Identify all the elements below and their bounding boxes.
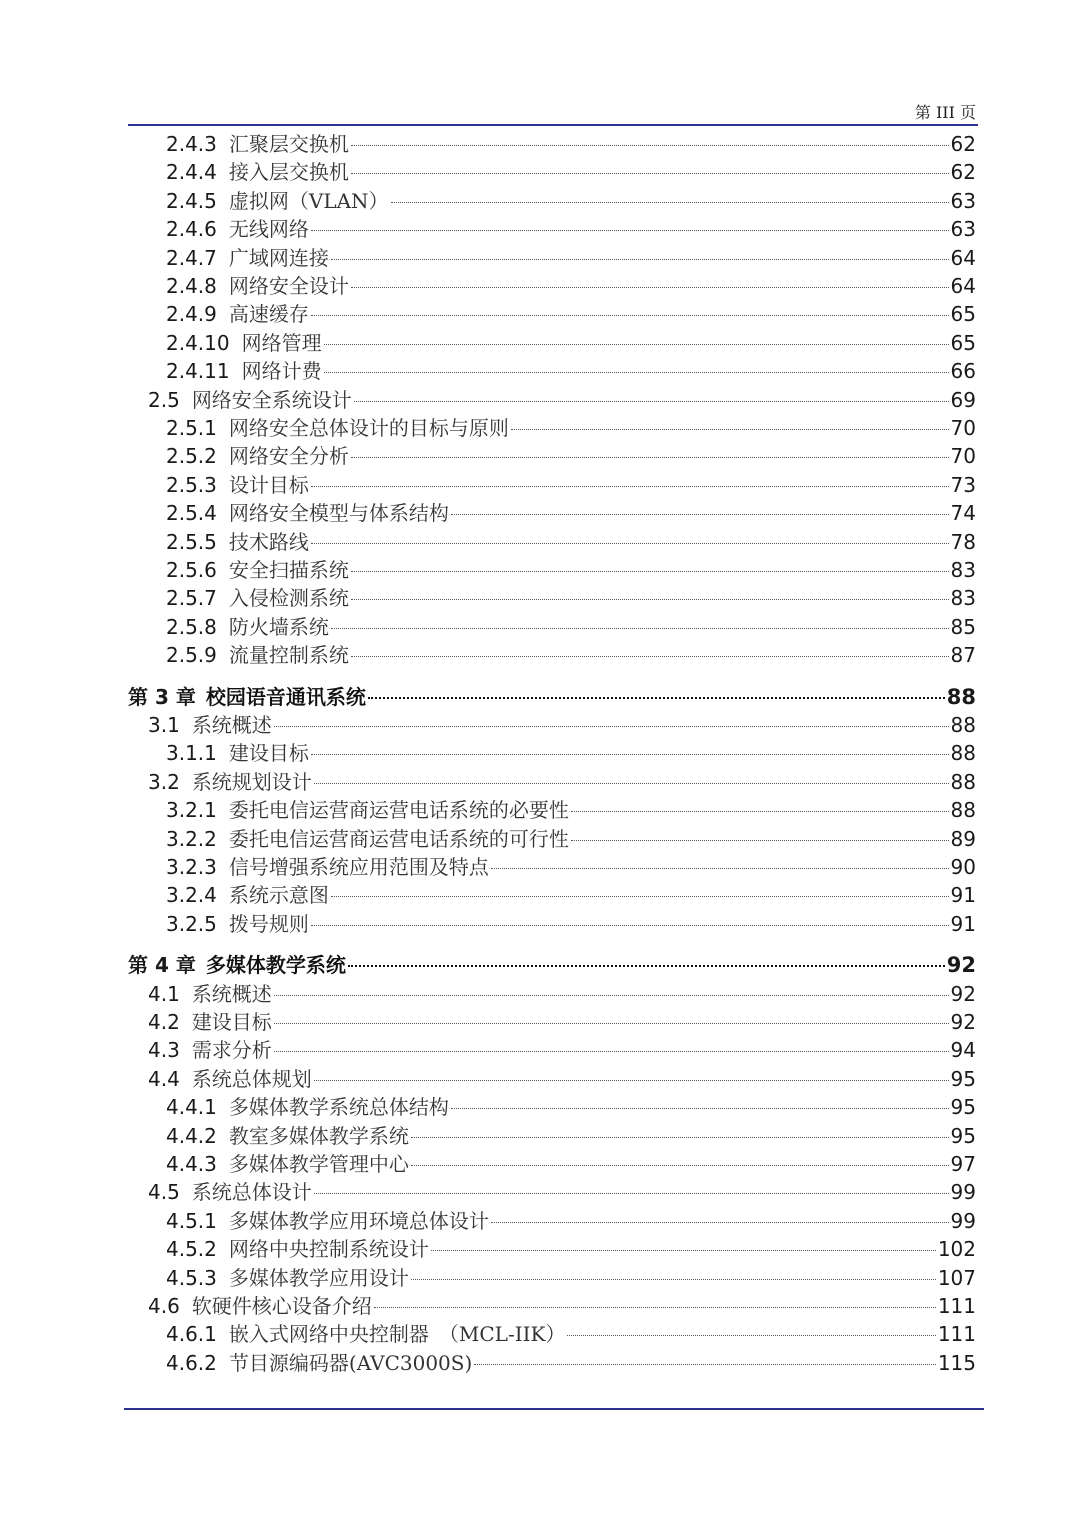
- toc-entry[interactable]: [128, 910, 976, 938]
- dot-leader: [311, 542, 949, 544]
- dot-leader: [351, 172, 949, 174]
- toc-entry-title: 接入层交换机: [228, 160, 349, 185]
- toc-entry-page: 90: [950, 855, 976, 879]
- toc-entry-title: 信号增强系统应用范围及特点: [228, 855, 489, 879]
- dot-leader: [351, 655, 949, 657]
- toc-entry-title: 系统规划设计: [191, 769, 312, 794]
- toc-entry-title: 系统总体设计: [191, 1180, 312, 1205]
- dot-leader: [331, 258, 949, 260]
- toc-entry-page: 95: [950, 1066, 976, 1091]
- dot-leader: [311, 924, 949, 926]
- toc-entry[interactable]: [128, 1178, 976, 1206]
- dot-leader: [324, 343, 949, 345]
- dot-leader: [274, 725, 949, 727]
- dot-leader: [311, 314, 949, 316]
- toc-entry[interactable]: [128, 130, 976, 158]
- toc-entry-page: 65: [950, 302, 976, 327]
- dot-leader: [567, 1334, 935, 1336]
- dot-leader: [491, 1221, 949, 1223]
- dot-leader: [474, 1363, 936, 1365]
- toc-entry-title: 网络安全系统设计: [191, 387, 352, 412]
- toc-entry-page: 74: [950, 501, 976, 526]
- toc-entry[interactable]: [128, 442, 976, 470]
- toc-entry-number: 4.6.1: [166, 1322, 217, 1347]
- toc-entry-number: 2.5.4: [166, 501, 217, 526]
- toc-entry-title: 虚拟网（VLAN）: [228, 188, 389, 213]
- dot-leader: [391, 201, 949, 203]
- footer-rule: [124, 1408, 984, 1410]
- toc-entry-title: 需求分析: [191, 1038, 272, 1063]
- toc-entry-number: 2.4.10: [166, 330, 230, 355]
- toc-entry-page: 78: [950, 529, 976, 554]
- dot-leader: [571, 810, 949, 812]
- toc-entry-number: 3.1: [148, 713, 180, 737]
- toc-entry[interactable]: [128, 613, 976, 641]
- toc-entry-page: 64: [950, 245, 976, 270]
- toc-entry-number: 4.5.1: [166, 1208, 217, 1233]
- toc-entry-number: 2.4.5: [166, 188, 217, 213]
- toc-entry[interactable]: [128, 300, 976, 328]
- toc-entry-page: 102: [937, 1237, 976, 1262]
- toc-entry-page: 63: [950, 217, 976, 242]
- dot-leader: [311, 485, 949, 487]
- toc-entry-title: 系统概述: [191, 713, 272, 737]
- dot-leader: [351, 456, 949, 458]
- toc-entry-number: 4.6.2: [166, 1350, 217, 1375]
- toc-entry-page: 99: [950, 1208, 976, 1233]
- dot-leader: [274, 1022, 949, 1024]
- toc-entry[interactable]: [128, 471, 976, 499]
- toc-entry-page: 92: [950, 981, 976, 1006]
- toc-entry-title: 委托电信运营商运营电话系统的可行性: [228, 826, 569, 851]
- toc-entry-page: 97: [950, 1152, 976, 1176]
- toc-entry[interactable]: [128, 414, 976, 442]
- toc-entry-title: 系统概述: [191, 981, 272, 1006]
- dot-leader: [351, 570, 949, 572]
- toc-entry[interactable]: [128, 244, 976, 272]
- toc-entry-number: 2.4.6: [166, 217, 217, 242]
- dot-leader: [331, 895, 949, 897]
- toc-entry-page: 63: [950, 188, 976, 213]
- toc-entry-page: 70: [950, 444, 976, 469]
- toc-entry-title: 无线网络: [228, 217, 309, 242]
- toc-entry-page: 88: [950, 741, 976, 766]
- toc-entry[interactable]: [128, 357, 976, 385]
- toc-entry-page: 88: [950, 713, 976, 737]
- toc-entry-page: 66: [950, 359, 976, 384]
- toc-entry[interactable]: [128, 1122, 976, 1150]
- toc-entry[interactable]: [128, 881, 976, 909]
- toc-entry-page: 62: [950, 160, 976, 185]
- toc-entry-page: 69: [950, 387, 976, 412]
- toc-entry-number: 4.5.2: [166, 1237, 217, 1262]
- toc-entry-page: 111: [937, 1294, 976, 1318]
- toc-entry-title: 多媒体教学应用环境总体设计: [228, 1208, 489, 1233]
- toc-entry-page: 99: [950, 1180, 976, 1205]
- toc-entry[interactable]: [128, 980, 976, 1008]
- toc-entry[interactable]: [128, 556, 976, 584]
- toc-entry-page: 111: [937, 1322, 976, 1347]
- toc-entry[interactable]: [128, 158, 976, 186]
- toc-entry-page: 107: [937, 1265, 976, 1290]
- toc-entry[interactable]: [128, 386, 976, 414]
- toc-entry-page: 65: [950, 330, 976, 355]
- toc-entry-number: 4.4.2: [166, 1123, 217, 1148]
- toc-entry-number: 4.4.1: [166, 1095, 217, 1120]
- toc-entry[interactable]: [128, 1207, 976, 1235]
- dot-leader: [351, 286, 949, 288]
- toc-entry-page: 89: [950, 826, 976, 851]
- toc-entry[interactable]: [128, 796, 976, 824]
- toc-entry[interactable]: [128, 1349, 976, 1377]
- toc-entry-number: 2.4.7: [166, 245, 217, 270]
- dot-leader: [311, 753, 949, 755]
- dot-leader: [314, 1192, 949, 1194]
- toc-entry[interactable]: [128, 528, 976, 556]
- toc-entry-title: 教室多媒体教学系统: [228, 1123, 409, 1148]
- dot-leader: [411, 1278, 936, 1280]
- dot-leader: [351, 144, 949, 146]
- toc-entry-number: 4.6: [148, 1294, 180, 1318]
- toc-entry-title: 网络安全总体设计的目标与原则: [228, 416, 509, 440]
- dot-leader: [491, 867, 949, 869]
- toc-entry-page: 94: [950, 1038, 976, 1063]
- toc-entry-number: 2.5.8: [166, 614, 217, 639]
- toc-entry-page: 88: [950, 798, 976, 823]
- dot-leader: [368, 696, 945, 699]
- toc-entry[interactable]: [128, 1093, 976, 1121]
- toc-entry-number: 2.4.11: [166, 359, 230, 384]
- dot-leader: [511, 428, 949, 430]
- toc-entry-page: 70: [950, 416, 976, 440]
- toc-entry-title: 软硬件核心设备介绍: [191, 1294, 372, 1318]
- toc-entry-number: 4.1: [148, 981, 180, 1006]
- toc-entry-number: 2.5.7: [166, 586, 217, 611]
- dot-leader: [431, 1249, 936, 1251]
- toc-entry-number: 3.2.4: [166, 883, 217, 908]
- dot-leader: [354, 400, 949, 402]
- toc-entry[interactable]: [128, 853, 976, 881]
- toc-entry-title: 网络安全模型与体系结构: [228, 501, 449, 526]
- toc-entry-number: 3.2: [148, 769, 180, 794]
- toc-entry-title: 节目源编码器(AVC3000S): [228, 1350, 473, 1375]
- dot-leader: [374, 1306, 936, 1308]
- toc-entry[interactable]: [128, 584, 976, 612]
- toc-entry-title: 多媒体教学系统: [205, 953, 346, 978]
- toc-entry-number: 4.2: [148, 1010, 180, 1034]
- toc-entry-number: 3.2.1: [166, 798, 217, 823]
- toc-entry-number: 2.4.4: [166, 160, 217, 185]
- toc-entry[interactable]: [128, 825, 976, 853]
- toc-entry-page: 62: [950, 132, 976, 156]
- toc-entry-title: 网络中央控制系统设计: [228, 1237, 429, 1262]
- toc-entry[interactable]: [128, 272, 976, 300]
- toc-entry-title: 校园语音通讯系统: [205, 684, 366, 709]
- toc-entry-title: 入侵检测系统: [228, 586, 349, 611]
- toc-entry-page: 83: [950, 558, 976, 582]
- toc-entry-number: 3.1.1: [166, 741, 217, 766]
- toc-entry-number: 4.4: [148, 1066, 180, 1091]
- toc-entry-title: 多媒体教学管理中心: [228, 1152, 409, 1176]
- dot-leader: [451, 513, 949, 515]
- toc-entry-page: 88: [950, 769, 976, 794]
- toc-entry[interactable]: [128, 1008, 976, 1036]
- toc-entry[interactable]: [128, 499, 976, 527]
- toc-entry-number: 2.4.3: [166, 132, 217, 156]
- toc-entry[interactable]: [128, 187, 976, 215]
- toc-entry-title: 高速缓存: [228, 302, 309, 327]
- toc-entry[interactable]: [128, 215, 976, 243]
- toc-entry-title: 设计目标: [228, 472, 309, 497]
- toc-entry-number: 2.5.2: [166, 444, 217, 469]
- toc-entry-page: 91: [950, 883, 976, 908]
- dot-leader: [314, 782, 949, 784]
- toc-entry-title: 嵌入式网络中央控制器 （MCL-IIK）: [228, 1322, 566, 1347]
- dot-leader: [451, 1107, 949, 1109]
- dot-leader: [571, 839, 949, 841]
- toc-entry-number: 2.4.9: [166, 302, 217, 327]
- toc-entry[interactable]: [128, 768, 976, 796]
- toc-entry-page: 95: [950, 1095, 976, 1120]
- toc-entry-title: 汇聚层交换机: [228, 132, 349, 156]
- toc-entry-number: 3.2.3: [166, 855, 217, 879]
- toc-entry-title: 拨号规则: [228, 911, 309, 936]
- toc-entry-number: 2.4.8: [166, 274, 217, 298]
- toc-entry-title: 系统总体规划: [191, 1066, 312, 1091]
- toc-entry-page: 73: [950, 472, 976, 497]
- toc-entry-number: 4.3: [148, 1038, 180, 1063]
- toc-entry-number: 4.5: [148, 1180, 180, 1205]
- toc-entry[interactable]: [128, 1036, 976, 1064]
- toc-entry-title: 建设目标: [228, 741, 309, 766]
- toc-entry-number: 2.5.6: [166, 558, 217, 582]
- toc-entry-number: 2.5: [148, 387, 180, 412]
- toc-entry-page: 92: [950, 1010, 976, 1034]
- toc-entry-title: 系统示意图: [228, 883, 329, 908]
- toc-chapter-entry[interactable]: [128, 683, 976, 711]
- toc-entry-title: 多媒体教学应用设计: [228, 1265, 409, 1290]
- toc-entry-title: 防火墙系统: [228, 614, 329, 639]
- dot-leader: [324, 371, 949, 373]
- dot-leader: [411, 1164, 949, 1166]
- toc-entry-number: 3.2.5: [166, 911, 217, 936]
- toc-entry[interactable]: [128, 1150, 976, 1178]
- toc-entry[interactable]: [128, 1065, 976, 1093]
- dot-leader: [274, 1050, 949, 1052]
- toc-entry-title: 委托电信运营商运营电话系统的必要性: [228, 798, 569, 823]
- dot-leader: [411, 1136, 949, 1138]
- dot-leader: [311, 229, 949, 231]
- toc-entry[interactable]: [128, 641, 976, 669]
- toc-entry[interactable]: [128, 1264, 976, 1292]
- toc-entry-page: 83: [950, 586, 976, 611]
- toc-entry-number: 2.5.1: [166, 416, 217, 440]
- toc-entry-title: 网络计费: [241, 359, 322, 384]
- toc-entry-title: 多媒体教学系统总体结构: [228, 1095, 449, 1120]
- toc-entry-page: 115: [937, 1350, 976, 1375]
- toc-entry-title: 网络管理: [241, 330, 322, 355]
- dot-leader: [274, 994, 949, 996]
- toc-entry-number: 2.5.5: [166, 529, 217, 554]
- toc-entry-number: 4.4.3: [166, 1152, 217, 1176]
- toc-entry[interactable]: [128, 329, 976, 357]
- toc-entry-number: 4.5.3: [166, 1265, 217, 1290]
- toc-entry[interactable]: [128, 711, 976, 739]
- toc-entry-title: 广域网连接: [228, 245, 329, 270]
- toc-entry-title: 安全扫描系统: [228, 558, 349, 582]
- dot-leader: [348, 964, 945, 967]
- toc-entry-number: 2.5.9: [166, 643, 217, 668]
- toc-entry-page: 92: [946, 953, 976, 978]
- page-header: [128, 98, 978, 126]
- toc-entry-page: 85: [950, 614, 976, 639]
- toc-entry-title: 建设目标: [191, 1010, 272, 1034]
- dot-leader: [351, 598, 949, 600]
- toc-entry-title: 流量控制系统: [228, 643, 349, 668]
- toc-entry-title: 网络安全分析: [228, 444, 349, 469]
- toc-entry-number: 第 4 章: [128, 953, 196, 978]
- toc-entry[interactable]: [128, 739, 976, 767]
- toc-entry-page: 95: [950, 1123, 976, 1148]
- toc-entry-title: 技术路线: [228, 529, 309, 554]
- toc-entry[interactable]: [128, 1320, 976, 1348]
- toc-entry-number: 2.5.3: [166, 472, 217, 497]
- page-number: 第 III 页: [914, 103, 976, 122]
- toc-entry-number: 3.2.2: [166, 826, 217, 851]
- toc-entry[interactable]: [128, 1292, 976, 1320]
- dot-leader: [331, 627, 949, 629]
- toc-entry-page: 88: [946, 684, 976, 709]
- toc-entry-page: 87: [950, 643, 976, 668]
- toc-entry-page: 64: [950, 274, 976, 298]
- dot-leader: [314, 1079, 949, 1081]
- toc-entry-page: 91: [950, 911, 976, 936]
- toc-chapter-entry[interactable]: [128, 951, 976, 979]
- toc-entry-title: 网络安全设计: [228, 274, 349, 298]
- toc-entry-number: 第 3 章: [128, 684, 196, 709]
- toc-entry[interactable]: [128, 1235, 976, 1263]
